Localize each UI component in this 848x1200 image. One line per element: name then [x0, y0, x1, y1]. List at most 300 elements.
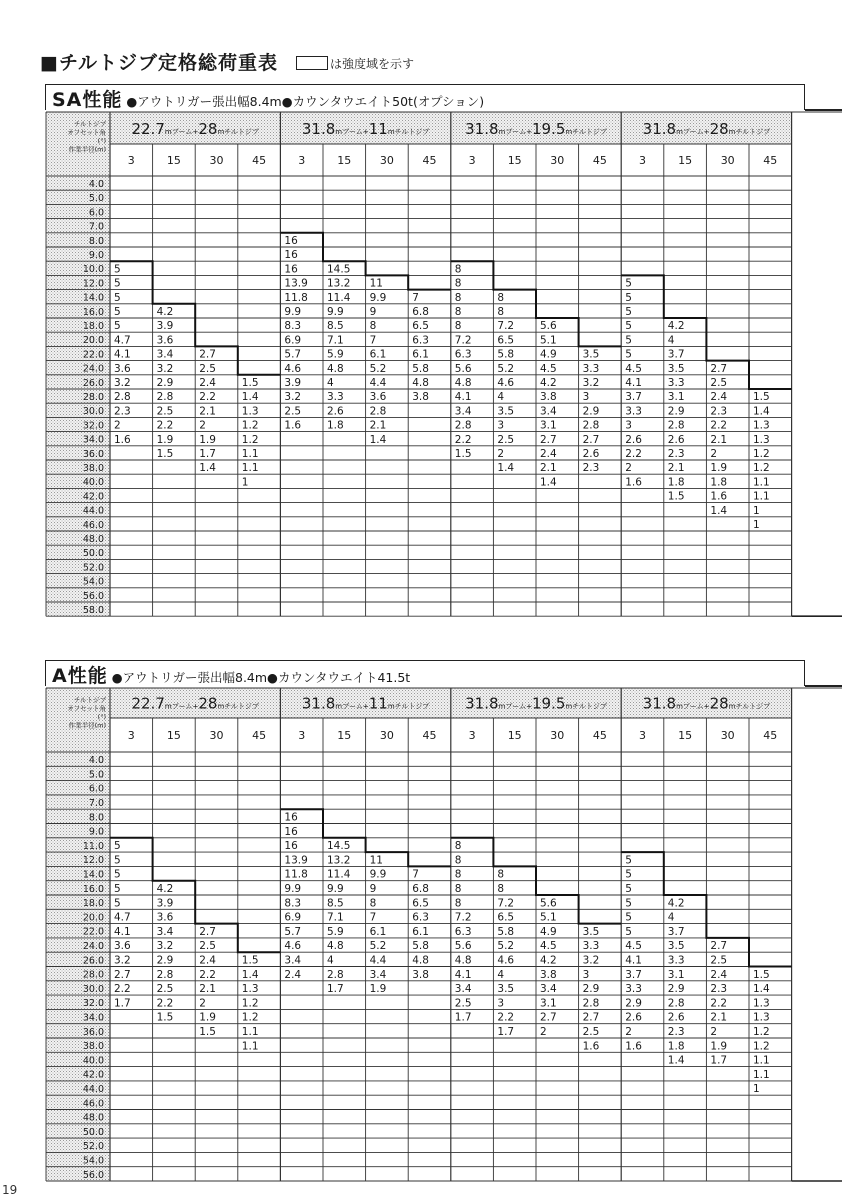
- load-value: 3.3: [625, 405, 642, 418]
- load-value: 9.9: [284, 306, 302, 318]
- load-value: 1.9: [369, 983, 387, 996]
- load-value: 4: [667, 911, 675, 924]
- angle-header: 3: [468, 729, 476, 743]
- load-value: 8.5: [327, 320, 344, 333]
- load-value: 2: [625, 462, 632, 475]
- load-value: 4.1: [454, 968, 472, 981]
- load-value: 3.5: [667, 940, 685, 953]
- load-value: 4.2: [667, 897, 685, 910]
- load-value: 4.9: [540, 348, 557, 361]
- load-value: 2.2: [497, 1011, 515, 1024]
- corner-label: オフセット角: [67, 128, 106, 137]
- load-value: 2.3: [114, 405, 131, 418]
- load-value: 6.1: [412, 348, 429, 361]
- radius-label: 16.0: [82, 883, 104, 895]
- corner-label: チルトジブ: [73, 120, 106, 128]
- load-value: 3.3: [327, 391, 344, 404]
- load-value: 5: [114, 306, 121, 318]
- radius-label: 46.0: [82, 519, 104, 531]
- radius-label: 56.0: [82, 1169, 104, 1181]
- load-value: 4.8: [412, 377, 429, 389]
- angle-header: 3: [468, 153, 476, 167]
- load-value: 2.5: [497, 433, 515, 446]
- section-description: ●アウトリガー張出幅8.4m●カウンタウエイト50t(オプション): [126, 94, 485, 109]
- load-value: 2.3: [710, 983, 728, 996]
- load-value: 2.1: [710, 433, 728, 446]
- load-value: 5.9: [327, 348, 344, 361]
- load-value: 8: [454, 883, 462, 895]
- load-value: 2.1: [667, 462, 685, 475]
- load-value: 2.2: [199, 391, 216, 404]
- load-value: 1.7: [454, 1011, 472, 1024]
- load-value: 5: [114, 854, 121, 867]
- load-value: 8: [369, 320, 377, 333]
- load-value: 4: [667, 334, 675, 347]
- radius-label: 52.0: [82, 562, 104, 574]
- load-value: 14.5: [327, 840, 351, 853]
- load-value: 1.8: [710, 476, 728, 489]
- load-value: 2: [114, 419, 121, 432]
- load-value: 1.6: [625, 476, 642, 489]
- load-value: 1.8: [667, 1040, 685, 1053]
- load-value: 1.5: [156, 1011, 174, 1024]
- boom-group-boom: 31.8: [642, 694, 677, 713]
- load-value: 5.1: [540, 911, 557, 924]
- radius-label: 20.0: [82, 335, 104, 347]
- load-value: 11.4: [327, 868, 351, 881]
- load-value: 2.1: [199, 983, 216, 996]
- load-value: 3: [497, 997, 505, 1010]
- radius-label: 28.0: [82, 969, 104, 981]
- load-value: 8: [454, 291, 462, 304]
- radius-label: 38.0: [82, 1041, 104, 1053]
- boom-group-jib-unit: mチルトジブ: [217, 702, 259, 711]
- load-value: 3.4: [156, 348, 174, 361]
- load-value: 3.6: [156, 911, 174, 924]
- load-value: 1.6: [284, 419, 302, 432]
- load-value: 5.6: [540, 897, 557, 910]
- load-value: 1.4: [497, 462, 515, 475]
- corner-label: 作業半径(m): [68, 145, 106, 154]
- load-value: 8: [454, 263, 462, 276]
- load-value: 2.5: [710, 377, 728, 389]
- angle-header: 30: [209, 153, 224, 167]
- radius-label: 46.0: [82, 1098, 104, 1110]
- load-value: 13.2: [327, 277, 351, 290]
- load-value: 1.5: [454, 448, 472, 460]
- page-title: ■チルトジブ定格総荷重表: [40, 52, 279, 74]
- load-value: 1.1: [241, 1026, 259, 1038]
- load-value: 6.5: [497, 911, 515, 924]
- angle-header: 45: [763, 153, 778, 167]
- load-value: 3: [497, 419, 505, 432]
- corner-label: 作業半径(m): [68, 721, 106, 730]
- load-value: 2.8: [667, 419, 685, 432]
- load-value: 2.5: [284, 405, 302, 418]
- load-value: 2.7: [114, 968, 131, 981]
- section-name: A性能: [52, 665, 108, 686]
- load-value: 2.1: [540, 462, 557, 475]
- load-value: 2: [710, 1026, 718, 1038]
- load-value: 14.5: [327, 263, 351, 276]
- load-value: 11: [369, 854, 383, 867]
- angle-header: 45: [592, 153, 607, 167]
- load-value: 4.1: [625, 377, 642, 389]
- radius-label: 22.0: [82, 349, 104, 361]
- load-value: 3.4: [540, 983, 557, 996]
- load-value: 1.4: [241, 391, 259, 404]
- boom-group-jib: 11: [368, 694, 388, 713]
- angle-header: 45: [252, 153, 267, 167]
- load-value: 1.4: [667, 1054, 685, 1067]
- load-value: 6.3: [412, 911, 429, 924]
- load-value: 3: [625, 419, 632, 432]
- load-value: 2.8: [114, 391, 131, 404]
- angle-header: 30: [550, 153, 565, 167]
- load-value: 3.4: [454, 405, 472, 418]
- load-value: 4.6: [497, 954, 515, 967]
- load-value: 9: [369, 306, 377, 318]
- boom-group-jib: 19.5: [532, 119, 566, 138]
- boom-group-boom-unit: mブーム+: [335, 127, 369, 136]
- load-value: 5.1: [540, 334, 557, 347]
- boom-group-boom: 31.8: [465, 119, 499, 138]
- load-value: 1.3: [241, 405, 259, 418]
- load-value: 16: [284, 249, 298, 262]
- load-value: 5.8: [412, 940, 429, 953]
- strength-zone-legend-text: は強度域を示す: [330, 57, 415, 71]
- load-value: 1.3: [753, 433, 770, 446]
- load-value: 3.4: [369, 968, 387, 981]
- load-value: 1.6: [710, 490, 728, 503]
- load-value: 2.7: [710, 362, 728, 375]
- load-value: 3.2: [114, 377, 131, 389]
- load-value: 8: [454, 854, 462, 867]
- radius-label: 4.0: [88, 179, 104, 190]
- load-value: 2.1: [710, 1011, 728, 1024]
- load-value: 7.1: [327, 334, 344, 347]
- load-value: 2.4: [710, 391, 728, 404]
- load-value: 3.1: [667, 968, 685, 981]
- boom-group-boom-unit: mブーム+: [498, 127, 533, 136]
- boom-group-jib-unit: mチルトジブ: [565, 702, 607, 711]
- load-value: 5: [625, 897, 632, 910]
- angle-header: 30: [550, 729, 565, 743]
- load-value: 7: [369, 911, 377, 924]
- load-value: 3.8: [412, 391, 429, 404]
- load-value: 3.3: [582, 362, 600, 375]
- load-value: 1.1: [753, 490, 770, 503]
- load-value: 5.7: [284, 348, 302, 361]
- radius-label: 48.0: [82, 1112, 104, 1124]
- load-value: 2.4: [199, 954, 216, 967]
- load-value: 3: [582, 968, 590, 981]
- load-value: 2: [199, 419, 206, 432]
- boom-group-boom-unit: mブーム+: [676, 702, 710, 711]
- load-value: 1.5: [241, 377, 259, 389]
- radius-label: 54.0: [82, 576, 104, 588]
- load-value: 4.2: [540, 954, 557, 967]
- boom-group-boom-unit: mブーム+: [164, 702, 199, 711]
- radius-label: 4.0: [88, 755, 104, 767]
- load-value: 3.7: [625, 391, 642, 404]
- radius-label: 24.0: [82, 363, 104, 375]
- radius-label: 8.0: [88, 812, 104, 824]
- load-value: 2.4: [540, 448, 557, 460]
- section-name: SA性能: [52, 89, 123, 110]
- load-value: 4.8: [327, 940, 344, 953]
- load-value: 2.5: [582, 1026, 600, 1038]
- load-value: 4.8: [454, 954, 472, 967]
- load-value: 6.9: [284, 334, 302, 347]
- load-value: 1: [753, 1083, 760, 1096]
- load-value: 11.8: [284, 868, 308, 881]
- radius-label: 36.0: [82, 448, 104, 460]
- load-value: 4.4: [369, 954, 387, 967]
- boom-group-boom-unit: mブーム+: [335, 702, 369, 711]
- load-value: 5: [114, 897, 121, 910]
- boom-group-boom-unit: mブーム+: [498, 702, 533, 711]
- load-value: 3.9: [284, 377, 302, 389]
- angle-header: 30: [720, 153, 735, 167]
- load-value: 4.8: [412, 954, 429, 967]
- load-value: 3.5: [582, 348, 600, 361]
- load-value: 1.8: [667, 476, 685, 489]
- load-value: 6.5: [412, 320, 429, 333]
- load-value: 9.9: [369, 868, 387, 881]
- load-value: 6.8: [412, 306, 429, 318]
- load-value: 1.3: [241, 983, 259, 996]
- load-value: 3.9: [156, 320, 174, 333]
- load-value: 4.1: [625, 954, 642, 967]
- load-value: 6.3: [454, 925, 472, 938]
- radius-label: 14.0: [82, 869, 104, 881]
- load-value: 5: [625, 925, 632, 938]
- load-value: 4.7: [114, 334, 131, 347]
- load-value: 1.2: [241, 997, 259, 1010]
- load-value: 3.4: [284, 954, 302, 967]
- load-value: 5.6: [454, 362, 472, 375]
- load-value: 2.6: [625, 433, 642, 446]
- radius-label: 28.0: [82, 392, 104, 403]
- boom-group-boom: 31.8: [642, 119, 677, 138]
- load-value: 1.6: [582, 1040, 600, 1053]
- load-value: 2.7: [582, 1011, 600, 1024]
- load-value: 4: [497, 968, 505, 981]
- load-value: 3.4: [156, 925, 174, 938]
- load-value: 11: [369, 277, 383, 290]
- load-value: 4.5: [540, 362, 557, 375]
- load-value: 4.1: [454, 391, 472, 404]
- load-value: 9.9: [327, 306, 344, 318]
- radius-label: 42.0: [82, 1069, 104, 1081]
- boom-group-jib-unit: mチルトジブ: [728, 127, 771, 136]
- boom-group-jib: 28: [198, 694, 218, 713]
- load-value: 5.2: [497, 362, 515, 375]
- load-value: 11.8: [284, 291, 308, 304]
- load-value: 5.8: [412, 362, 429, 375]
- radius-label: 50.0: [82, 548, 104, 560]
- load-value: 4.2: [156, 883, 174, 895]
- load-value: 2.4: [284, 968, 302, 981]
- load-value: 5.2: [369, 940, 387, 953]
- load-value: 5: [625, 334, 632, 347]
- load-value: 2.1: [369, 419, 387, 432]
- load-value: 2.3: [710, 405, 728, 418]
- load-value: 2.2: [454, 433, 472, 446]
- load-value: 4: [327, 954, 334, 967]
- load-value: 4.9: [540, 925, 557, 938]
- load-value: 2.2: [156, 419, 174, 432]
- load-value: 9: [369, 883, 377, 895]
- load-value: 4.5: [625, 940, 642, 953]
- load-value: 2.1: [199, 405, 216, 418]
- load-value: 5.7: [284, 925, 302, 938]
- load-value: 2.8: [582, 419, 600, 432]
- radius-label: 9.0: [88, 250, 104, 261]
- load-value: 3.7: [667, 348, 685, 361]
- boom-group-boom: 22.7: [131, 694, 165, 713]
- load-value: 13.2: [327, 854, 351, 867]
- radius-label: 22.0: [82, 926, 104, 938]
- load-value: 5: [114, 883, 121, 895]
- radius-label: 32.0: [82, 998, 104, 1010]
- load-value: 7.2: [454, 911, 472, 924]
- load-value: 1.7: [497, 1026, 515, 1038]
- load-value: 3: [582, 391, 590, 404]
- radius-label: 52.0: [82, 1141, 104, 1153]
- load-value: 16: [284, 263, 298, 276]
- radius-label: 26.0: [82, 955, 104, 967]
- radius-label: 38.0: [82, 463, 104, 474]
- angle-header: 45: [422, 729, 437, 743]
- load-value: 2.9: [667, 983, 685, 996]
- angle-header: 30: [379, 153, 394, 167]
- load-value: 2.7: [710, 940, 728, 953]
- load-value: 1.2: [753, 1040, 770, 1053]
- load-value: 3.2: [582, 377, 600, 389]
- load-value: 3.4: [454, 983, 472, 996]
- load-value: 4.5: [540, 940, 557, 953]
- load-value: 1.3: [753, 1011, 770, 1024]
- load-value: 2: [199, 997, 206, 1010]
- load-value: 13.9: [284, 277, 308, 290]
- load-value: 8: [497, 291, 505, 304]
- radius-label: 40.0: [82, 477, 104, 489]
- corner-label: (°): [97, 137, 106, 145]
- load-value: 2.9: [667, 405, 685, 418]
- load-value: 1.4: [369, 433, 387, 446]
- load-value: 8: [454, 277, 462, 290]
- load-value: 2.9: [156, 377, 174, 389]
- radius-label: 34.0: [82, 1012, 104, 1024]
- load-value: 1.2: [753, 1026, 770, 1038]
- load-value: 1.5: [241, 954, 259, 967]
- load-value: 3.2: [284, 391, 302, 404]
- load-value: 1.3: [753, 997, 770, 1010]
- load-value: 5.6: [540, 320, 557, 333]
- load-value: 3.6: [114, 362, 131, 375]
- load-value: 1.4: [540, 476, 557, 489]
- load-value: 2.7: [540, 433, 557, 446]
- load-value: 4.5: [625, 362, 642, 375]
- corner-label: オフセット角: [67, 704, 106, 713]
- load-value: 8: [454, 306, 462, 318]
- load-value: 2.5: [156, 983, 174, 996]
- load-value: 13.9: [284, 854, 308, 867]
- load-value: 7: [369, 334, 377, 347]
- radius-label: 26.0: [82, 377, 104, 389]
- load-value: 11.4: [327, 291, 351, 304]
- load-value: 3.8: [540, 968, 557, 981]
- radius-label: 44.0: [82, 1084, 104, 1095]
- load-value: 4.6: [284, 940, 302, 953]
- load-value: 5: [625, 320, 632, 333]
- load-value: 3.3: [667, 377, 685, 389]
- boom-group-boom: 31.8: [301, 119, 336, 138]
- load-value: 2.5: [454, 997, 472, 1010]
- radius-label: 6.0: [88, 207, 104, 219]
- load-value: 4.6: [284, 362, 302, 375]
- load-value: 5.2: [497, 940, 515, 953]
- load-value: 1: [753, 519, 760, 531]
- load-value: 1.4: [753, 983, 770, 996]
- load-value: 1.1: [753, 1068, 770, 1081]
- load-value: 5: [625, 883, 632, 895]
- load-value: 4.2: [156, 306, 174, 318]
- corner-label: チルトジブ: [73, 696, 106, 704]
- boom-group-jib-unit: mチルトジブ: [217, 127, 259, 136]
- load-value: 3.5: [667, 362, 685, 375]
- load-value: 1.4: [199, 462, 216, 475]
- load-value: 2.4: [710, 968, 728, 981]
- load-value: 3.1: [667, 391, 685, 404]
- load-value: 2.3: [667, 448, 685, 460]
- load-value: 2.7: [199, 925, 216, 938]
- angle-header: 3: [298, 153, 306, 167]
- radius-label: 30.0: [82, 983, 104, 995]
- load-value: 2.8: [369, 405, 387, 418]
- load-value: 7.2: [497, 897, 515, 910]
- radius-label: 18.0: [82, 321, 104, 332]
- radius-label: 32.0: [82, 420, 104, 432]
- angle-header: 15: [507, 153, 522, 167]
- load-value: 2.8: [667, 997, 685, 1010]
- load-value: 2.8: [582, 997, 600, 1010]
- load-value: 1.7: [327, 983, 344, 996]
- load-value: 16: [284, 825, 298, 838]
- load-value: 2: [710, 448, 718, 460]
- radius-label: 12.0: [82, 855, 104, 867]
- angle-header: 15: [507, 729, 522, 743]
- load-value: 5: [625, 291, 632, 304]
- load-value: 7: [412, 291, 419, 304]
- load-value: 2.9: [582, 983, 600, 996]
- corner-label: (°): [97, 713, 106, 721]
- boom-group-jib-unit: mチルトジブ: [387, 127, 430, 136]
- load-value: 2.6: [327, 405, 344, 418]
- load-value: 1.2: [241, 433, 259, 446]
- radius-label: 5.0: [88, 193, 104, 205]
- angle-header: 3: [639, 153, 646, 167]
- load-value: 4.7: [114, 911, 131, 924]
- load-value: 2.7: [199, 348, 216, 361]
- load-value: 8: [497, 868, 505, 881]
- load-value: 5: [114, 320, 121, 333]
- load-value: 2.8: [327, 968, 344, 981]
- load-value: 2.6: [667, 433, 685, 446]
- load-value: 2.2: [199, 968, 216, 981]
